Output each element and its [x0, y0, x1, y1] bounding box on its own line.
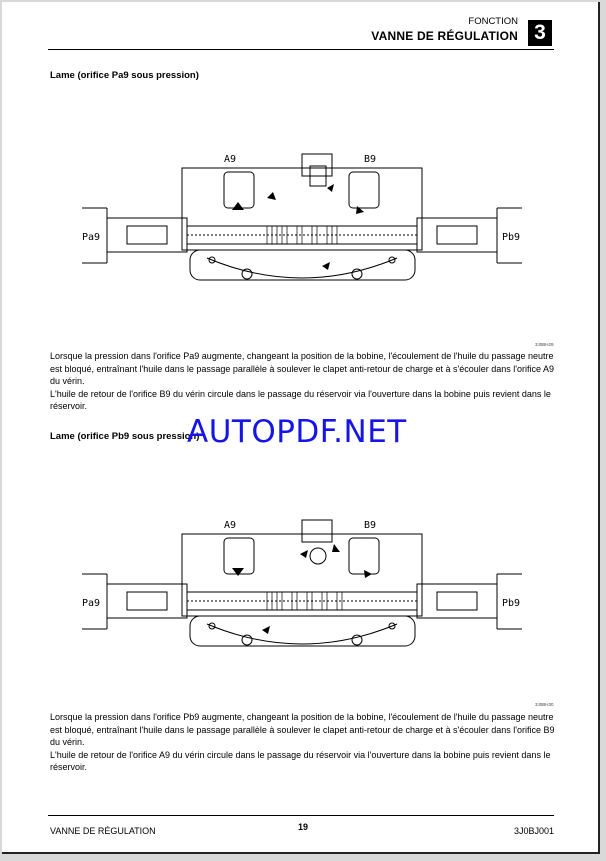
- section2-text: [50, 711, 560, 774]
- label-pb9: Pb9: [502, 232, 521, 243]
- header-section: FONCTION: [468, 16, 518, 27]
- section2-paragraph2: L'huile de retour de l'orifice A9 du vérin circule dans le passage du réservoir via l'ouverture dans la bobine puis revient dans le réservoir.: [50, 749, 551, 773]
- watermark: AUTOPDF.NET: [187, 414, 407, 450]
- section2-heading: Lame (orifice Pb9 sous pression): [50, 431, 200, 442]
- chapter-badge: 3: [528, 20, 552, 46]
- section1-text: [50, 350, 560, 413]
- valve-diagram-pb9: [72, 514, 542, 684]
- label-a9: A9: [224, 154, 237, 165]
- section1-paragraph2: L'huile de retour de l'orifice B9 du vérin circule dans le passage du réservoir via l'ouverture dans la bobine puis revient dans le réservoir.: [50, 388, 551, 412]
- label-b9: B9: [364, 154, 377, 165]
- label-b9: B9: [364, 520, 377, 531]
- section1-paragraph1: Lorsque la pression dans l'orifice Pa9 augmente, changeant la position de la bobine, l'écoulement de l'huile du passage neutre est bloqué, entraînant l'huile dans le passage parallèle à soulever le clapet anti-retour de charge et à s'écouler dans l'orifice A9 du vérin.: [50, 351, 554, 387]
- footer-rule: [48, 815, 554, 816]
- label-pb9: Pb9: [502, 598, 521, 609]
- document-code: 3J0BJ001: [514, 826, 555, 836]
- page-number: 19: [298, 822, 309, 832]
- document-page: [2, 2, 600, 854]
- valve-diagram-pa9: [72, 148, 542, 318]
- header-title: VANNE DE RÉGULATION: [371, 29, 518, 43]
- label-a9: A9: [224, 520, 237, 531]
- section1-heading: Lame (orifice Pa9 sous pression): [50, 70, 199, 81]
- section2-paragraph1: Lorsque la pression dans l'orifice Pb9 augmente, changeant la position de la bobine, l'écoulement de l'huile du passage neutre est bloqué, entraînant l'huile dans le passage parallèle à soulever le clapet anti-retour de charge et à s'écouler dans l'orifice B9 du vérin.: [50, 712, 555, 748]
- header-rule: [48, 49, 554, 50]
- label-pa9: Pa9: [82, 232, 101, 243]
- figure-code-1: 3J0BH29: [535, 342, 554, 347]
- label-pa9: Pa9: [82, 598, 101, 609]
- figure-code-2: 3J0BH30: [535, 702, 554, 707]
- footer-title: VANNE DE RÉGULATION: [50, 826, 156, 836]
